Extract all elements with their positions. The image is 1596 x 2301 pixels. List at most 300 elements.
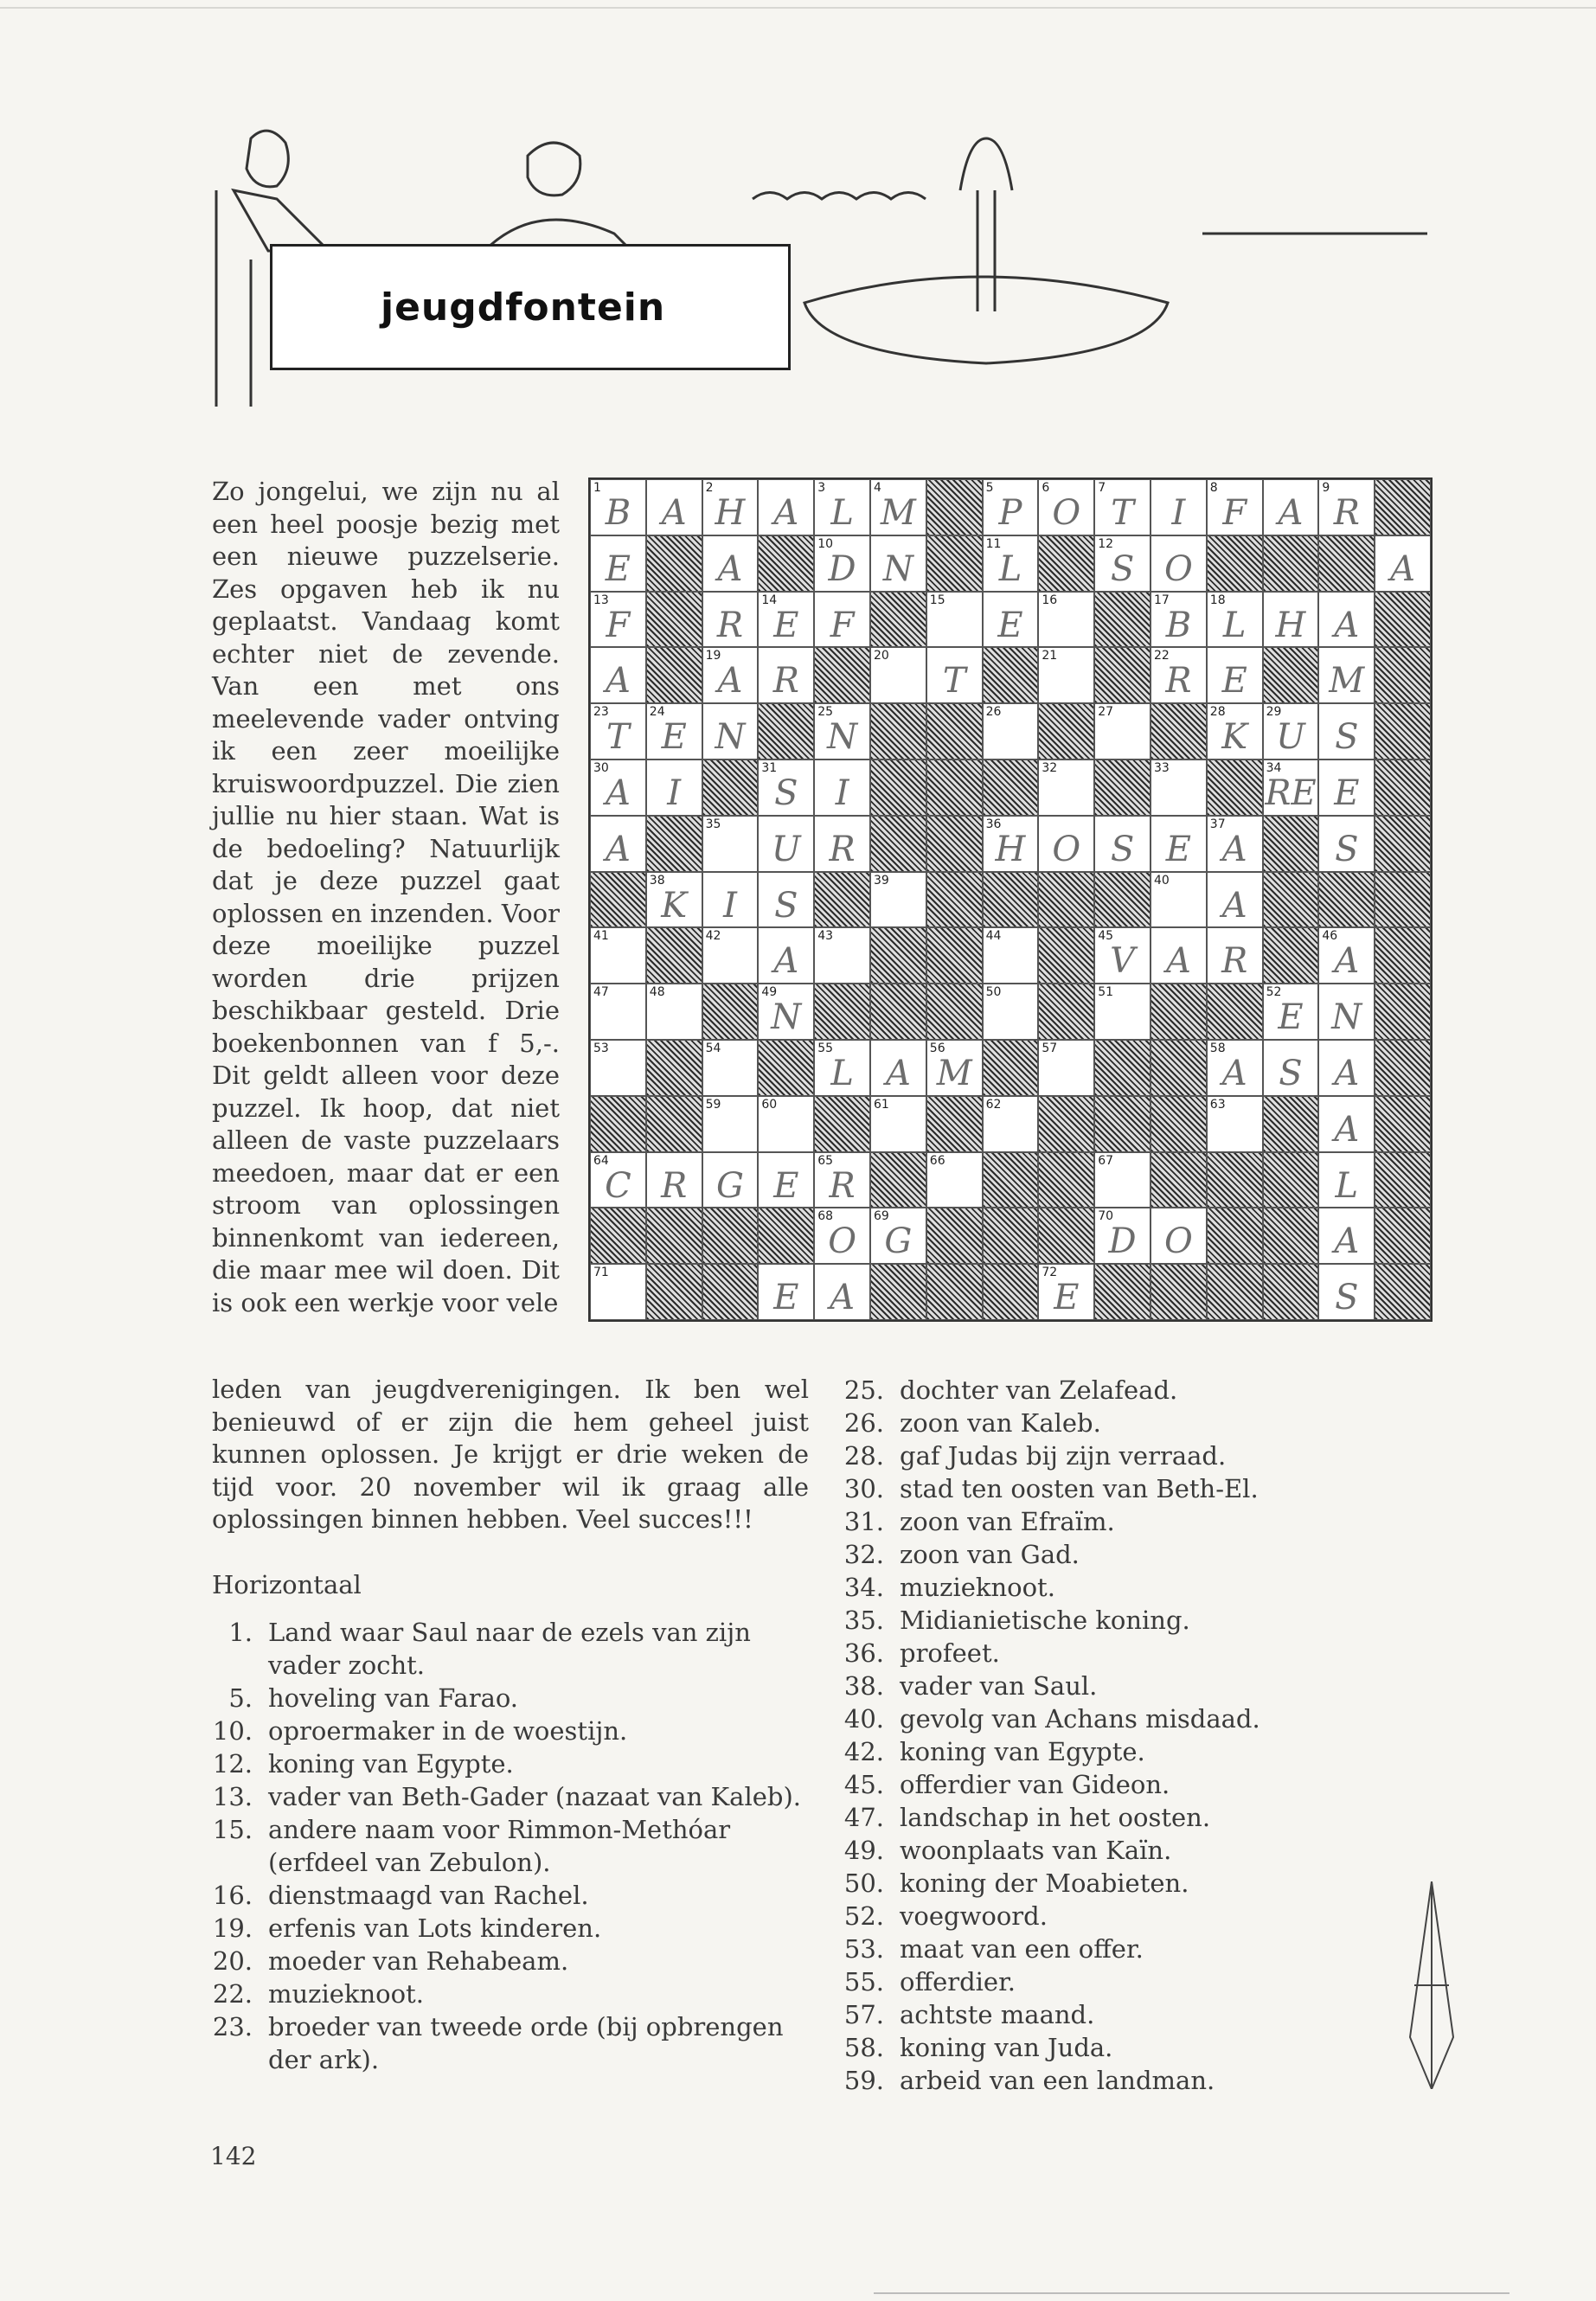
grid-cell[interactable] xyxy=(590,647,646,703)
grid-block xyxy=(1038,1096,1094,1152)
grid-cell[interactable] xyxy=(1207,592,1263,648)
grid-cell[interactable] xyxy=(983,816,1039,872)
clue-index: 42. xyxy=(843,1737,884,1766)
grid-cell[interactable] xyxy=(814,927,870,984)
grid-cell[interactable] xyxy=(983,592,1039,648)
grid-cell[interactable] xyxy=(702,647,759,703)
clue-text: zoon van Efraïm. xyxy=(900,1507,1115,1536)
grid-cell[interactable] xyxy=(870,479,926,535)
grid-cell[interactable] xyxy=(1094,816,1151,872)
grid-cell[interactable] xyxy=(590,535,646,592)
grid-cell[interactable] xyxy=(1207,647,1263,703)
grid-cell[interactable] xyxy=(1263,984,1319,1040)
grid-cell[interactable] xyxy=(758,479,814,535)
clue-item xyxy=(199,1616,813,1682)
clue-item xyxy=(199,1879,813,1912)
grid-block xyxy=(1375,703,1431,760)
grid-block xyxy=(1375,872,1431,928)
clue-number: 33 xyxy=(1154,761,1170,775)
clue-item xyxy=(830,1571,1436,1604)
grid-cell[interactable] xyxy=(1318,703,1375,760)
grid-block xyxy=(1038,1208,1094,1264)
clue-item xyxy=(830,1801,1436,1834)
clue-number: 21 xyxy=(1042,649,1058,663)
grid-cell[interactable] xyxy=(870,1040,926,1096)
grid-block xyxy=(983,1152,1039,1208)
grid-cell[interactable] xyxy=(702,592,759,648)
grid-cell[interactable] xyxy=(1038,592,1094,648)
grid-block xyxy=(926,984,983,1040)
grid-block xyxy=(1038,927,1094,984)
grid-cell[interactable] xyxy=(758,1096,814,1152)
grid-cell[interactable] xyxy=(1151,1208,1207,1264)
clue-index: 36. xyxy=(843,1638,884,1668)
clue-text: vader van Saul. xyxy=(900,1671,1098,1701)
clue-text: hoveling van Farao. xyxy=(268,1683,519,1713)
grid-cell[interactable] xyxy=(1038,647,1094,703)
grid-block xyxy=(646,535,702,592)
clue-item xyxy=(830,1834,1436,1867)
clue-number: 36 xyxy=(985,817,1002,831)
handwritten-letter: A xyxy=(1221,1054,1247,1093)
handwritten-letter: O xyxy=(828,1221,856,1262)
handwritten-letter: A xyxy=(661,493,687,533)
grid-cell[interactable] xyxy=(983,703,1039,760)
clue-number: 28 xyxy=(1209,705,1226,720)
grid-cell[interactable] xyxy=(1318,1264,1375,1320)
grid-block xyxy=(926,479,983,535)
clue-text: dochter van Zelafead. xyxy=(900,1375,1178,1405)
handwritten-letter: A xyxy=(1334,605,1360,645)
grid-cell[interactable] xyxy=(1207,872,1263,928)
grid-block xyxy=(1375,984,1431,1040)
handwritten-letter: R xyxy=(1221,941,1248,982)
handwritten-letter: N xyxy=(771,997,802,1038)
grid-cell[interactable] xyxy=(702,1152,759,1208)
handwritten-letter: N xyxy=(715,717,746,758)
clue-number: 8 xyxy=(1209,481,1218,495)
grid-cell[interactable] xyxy=(814,1040,870,1096)
page-title: jeugdfontein xyxy=(381,285,666,330)
clue-number: 27 xyxy=(1098,705,1114,720)
clue-number: 32 xyxy=(1042,761,1058,775)
grid-cell[interactable] xyxy=(1263,703,1319,760)
grid-cell[interactable] xyxy=(758,1152,814,1208)
clue-number: 50 xyxy=(985,985,1002,1000)
handwritten-letter: T xyxy=(606,717,630,758)
clue-number: 5 xyxy=(985,481,994,495)
grid-block xyxy=(1375,592,1431,648)
handwritten-letter: I xyxy=(723,885,737,926)
grid-cell[interactable] xyxy=(590,1152,646,1208)
grid-cell[interactable] xyxy=(702,1040,759,1096)
grid-cell[interactable] xyxy=(1151,647,1207,703)
grid-block xyxy=(1263,816,1319,872)
grid-cell[interactable] xyxy=(1318,1208,1375,1264)
clue-text: andere naam voor Rimmon-Methóar (erfdeel van Zebulon). xyxy=(268,1815,731,1877)
grid-cell[interactable] xyxy=(1263,1040,1319,1096)
clue-item xyxy=(199,1715,813,1747)
grid-cell[interactable] xyxy=(702,535,759,592)
grid-cell[interactable] xyxy=(758,647,814,703)
handwritten-letter: E xyxy=(1165,829,1191,869)
clue-number: 67 xyxy=(1098,1153,1114,1168)
grid-cell[interactable] xyxy=(983,927,1039,984)
clue-number: 19 xyxy=(705,649,721,663)
grid-block xyxy=(1375,1152,1431,1208)
grid-cell[interactable] xyxy=(814,1264,870,1320)
clue-index: 49. xyxy=(843,1836,884,1865)
clue-number: 3 xyxy=(817,481,826,495)
clue-number: 10 xyxy=(817,536,834,551)
grid-block xyxy=(926,1264,983,1320)
clue-number: 24 xyxy=(649,705,665,720)
grid-cell[interactable] xyxy=(814,592,870,648)
grid-block xyxy=(1094,872,1151,928)
grid-cell[interactable] xyxy=(1094,479,1151,535)
handwritten-letter: R xyxy=(829,1165,856,1206)
clue-index: 28. xyxy=(843,1441,884,1471)
grid-block xyxy=(646,592,702,648)
clue-index: 47. xyxy=(843,1803,884,1832)
grid-block xyxy=(983,760,1039,816)
grid-cell[interactable] xyxy=(870,1096,926,1152)
clue-index: 40. xyxy=(843,1704,884,1734)
grid-cell[interactable] xyxy=(702,816,759,872)
grid-cell[interactable] xyxy=(1207,479,1263,535)
grid-cell[interactable] xyxy=(758,592,814,648)
handwritten-letter: T xyxy=(942,661,966,702)
grid-cell[interactable] xyxy=(1318,816,1375,872)
grid-block xyxy=(1375,1040,1431,1096)
clue-number: 40 xyxy=(1154,873,1170,888)
grid-block xyxy=(1207,1264,1263,1320)
clue-text: koning van Egypte. xyxy=(268,1749,514,1779)
grid-block xyxy=(1094,1264,1151,1320)
clue-number: 71 xyxy=(593,1266,609,1280)
handwritten-letter: O xyxy=(1164,548,1193,589)
clue-text: koning der Moabieten. xyxy=(900,1868,1189,1898)
grid-cell[interactable] xyxy=(983,535,1039,592)
grid-cell[interactable] xyxy=(926,647,983,703)
grid-cell[interactable] xyxy=(646,479,702,535)
grid-cell[interactable] xyxy=(590,1264,646,1320)
grid-cell[interactable] xyxy=(1094,1152,1151,1208)
grid-cell[interactable] xyxy=(1318,1040,1375,1096)
grid-cell[interactable] xyxy=(1151,479,1207,535)
grid-cell[interactable] xyxy=(1318,647,1375,703)
grid-cell[interactable] xyxy=(870,1208,926,1264)
clue-text: offerdier. xyxy=(900,1967,1016,1997)
grid-block xyxy=(1263,872,1319,928)
clue-text: erfenis van Lots kinderen. xyxy=(268,1913,602,1943)
grid-cell[interactable] xyxy=(983,1096,1039,1152)
clue-number: 68 xyxy=(817,1209,834,1224)
grid-cell[interactable] xyxy=(1038,479,1094,535)
grid-cell[interactable] xyxy=(590,703,646,760)
grid-cell[interactable] xyxy=(1094,535,1151,592)
grid-cell[interactable] xyxy=(590,760,646,816)
grid-block xyxy=(1263,1152,1319,1208)
top-rule xyxy=(0,7,1596,9)
grid-cell[interactable] xyxy=(1094,703,1151,760)
handwritten-letter: A xyxy=(1221,885,1247,926)
grid-cell[interactable] xyxy=(926,1040,983,1096)
grid-block xyxy=(1094,647,1151,703)
clue-item xyxy=(830,1439,1436,1472)
grid-block xyxy=(1263,1096,1319,1152)
grid-block xyxy=(1207,984,1263,1040)
grid-cell[interactable] xyxy=(702,703,759,760)
grid-cell[interactable] xyxy=(1263,760,1319,816)
grid-cell[interactable] xyxy=(590,984,646,1040)
clue-item xyxy=(830,1538,1436,1571)
grid-block xyxy=(870,816,926,872)
clue-text: gevolg van Achans misdaad. xyxy=(900,1704,1260,1734)
intro-paragraph-2: leden van jeugdverenigingen. Ik ben wel benieuwd of er zijn die hem geheel juist kunnen oplossen. Je krijgt er drie weken de tijd voor. 20 november wil ik graag alle oplossingen binnen hebben. Veel succes!!! xyxy=(212,1375,809,1534)
handwritten-letter: L xyxy=(830,493,854,533)
grid-cell[interactable] xyxy=(646,703,702,760)
handwritten-letter: M xyxy=(880,493,916,533)
grid-block xyxy=(1207,1152,1263,1208)
handwritten-letter: A xyxy=(605,829,631,869)
handwritten-letter: A xyxy=(1221,829,1247,869)
grid-block xyxy=(1263,1264,1319,1320)
grid-block xyxy=(1375,1264,1431,1320)
clue-number: 61 xyxy=(874,1097,889,1112)
clue-number: 14 xyxy=(761,593,778,607)
grid-cell[interactable] xyxy=(758,760,814,816)
grid-cell[interactable] xyxy=(590,816,646,872)
grid-block xyxy=(870,1264,926,1320)
grid-cell[interactable] xyxy=(814,816,870,872)
grid-cell[interactable] xyxy=(590,592,646,648)
grid-cell[interactable] xyxy=(1038,1264,1094,1320)
grid-block xyxy=(1263,647,1319,703)
grid-cell[interactable] xyxy=(1151,592,1207,648)
clue-number: 43 xyxy=(817,929,834,944)
clue-number: 22 xyxy=(1154,649,1170,663)
grid-block xyxy=(983,1208,1039,1264)
grid-block xyxy=(1207,760,1263,816)
grid-cell[interactable] xyxy=(1151,927,1207,984)
handwritten-letter: B xyxy=(1165,605,1192,645)
grid-block xyxy=(646,816,702,872)
grid-cell[interactable] xyxy=(1318,760,1375,816)
clue-number: 66 xyxy=(929,1153,945,1168)
grid-cell[interactable] xyxy=(758,816,814,872)
handwritten-letter: N xyxy=(882,548,913,589)
grid-cell[interactable] xyxy=(1318,1152,1375,1208)
handwritten-letter: E xyxy=(773,1165,799,1206)
handwritten-letter: E xyxy=(1221,661,1247,702)
grid-cell[interactable] xyxy=(870,647,926,703)
handwritten-letter: U xyxy=(771,829,801,869)
clue-index: 16. xyxy=(212,1881,253,1910)
grid-cell[interactable] xyxy=(1318,592,1375,648)
grid-cell[interactable] xyxy=(870,535,926,592)
clue-item xyxy=(830,1900,1436,1932)
handwritten-letter: S xyxy=(1335,717,1359,758)
clue-number: 2 xyxy=(705,481,714,495)
clue-index: 25. xyxy=(843,1375,884,1405)
clue-text: Midianietische koning. xyxy=(900,1606,1190,1635)
grid-block xyxy=(926,1096,983,1152)
clue-index: 52. xyxy=(843,1901,884,1931)
clue-number: 37 xyxy=(1209,817,1226,831)
grid-block xyxy=(646,1040,702,1096)
grid-cell[interactable] xyxy=(702,1096,759,1152)
grid-cell[interactable] xyxy=(814,479,870,535)
clue-number: 59 xyxy=(705,1097,721,1112)
grid-cell[interactable] xyxy=(590,1040,646,1096)
handwritten-letter: N xyxy=(827,717,858,758)
grid-cell[interactable] xyxy=(983,479,1039,535)
handwritten-letter: E xyxy=(605,548,631,589)
clue-number: 48 xyxy=(649,985,665,1000)
handwritten-letter: A xyxy=(773,941,799,982)
clue-index: 38. xyxy=(843,1671,884,1701)
grid-block xyxy=(646,647,702,703)
grid-cell[interactable] xyxy=(814,703,870,760)
handwritten-letter: A xyxy=(717,661,743,702)
grid-block xyxy=(1375,479,1431,535)
grid-cell[interactable] xyxy=(1207,927,1263,984)
grid-block xyxy=(1151,1040,1207,1096)
clue-item xyxy=(830,1505,1436,1538)
grid-cell[interactable] xyxy=(646,872,702,928)
grid-cell[interactable] xyxy=(926,1152,983,1208)
grid-block xyxy=(646,1096,702,1152)
clue-text: zoon van Kaleb. xyxy=(900,1408,1101,1438)
grid-cell[interactable] xyxy=(1151,760,1207,816)
grid-block xyxy=(1375,1208,1431,1264)
grid-cell[interactable] xyxy=(646,1152,702,1208)
clue-number: 31 xyxy=(761,761,778,775)
clue-index: 23. xyxy=(212,2012,253,2041)
grid-cell[interactable] xyxy=(814,1208,870,1264)
grid-block xyxy=(590,1208,646,1264)
clue-number: 47 xyxy=(593,985,609,1000)
grid-cell[interactable] xyxy=(702,872,759,928)
clue-text: maat van een offer. xyxy=(900,1934,1144,1964)
clue-number: 11 xyxy=(985,536,1002,551)
handwritten-letter: R xyxy=(1333,493,1360,533)
grid-cell[interactable] xyxy=(1318,984,1375,1040)
grid-cell[interactable] xyxy=(1207,703,1263,760)
grid-cell[interactable] xyxy=(758,927,814,984)
clue-number: 1 xyxy=(593,481,601,495)
grid-cell[interactable] xyxy=(646,760,702,816)
grid-cell[interactable] xyxy=(926,592,983,648)
clue-item xyxy=(830,1407,1436,1439)
grid-cell[interactable] xyxy=(814,1152,870,1208)
grid-block xyxy=(702,760,759,816)
grid-block xyxy=(1151,1264,1207,1320)
clue-text: moeder van Rehabeam. xyxy=(268,1946,569,1976)
handwritten-letter: A xyxy=(885,1054,911,1093)
grid-cell[interactable] xyxy=(590,479,646,535)
grid-cell[interactable] xyxy=(814,760,870,816)
grid-cell[interactable] xyxy=(1151,872,1207,928)
intro-paragraph-1: Zo jongelui, we zijn nu al een heel poosje bezig met een nieuwe puzzelserie. Zes opgaven heb ik nu geplaatst. Vandaag komt echter niet de zevende. Van een met ons meelevende vader ontving ik een zeer moeilijke kruiswoordpuzzel. Die zien jullie nu hier staan. Wat is de bedoeling? Natuurlijk dat je deze puzzel gaat oplossen en inzenden. Voor deze moeilijke puzzel worden drie prijzen beschikbaar gesteld. Drie boekenbonnen van f 5,-. Dit geldt alleen voor deze puzzel. Ik hoop, dat niet alleen de vaste puzzelaars meedoen, maar dat er een stroom van oplossingen binnenkomt van iedereen, die maar mee wil doen. Dit is ook een werkje voor vele xyxy=(212,477,560,1317)
clue-item xyxy=(199,1747,813,1780)
grid-cell[interactable] xyxy=(814,535,870,592)
grid-cell[interactable] xyxy=(1207,816,1263,872)
handwritten-letter: A xyxy=(1334,1221,1360,1262)
grid-block xyxy=(926,703,983,760)
clue-number: 44 xyxy=(985,929,1002,944)
clue-number: 64 xyxy=(593,1153,609,1168)
handwritten-letter: H xyxy=(995,829,1026,869)
clue-item xyxy=(830,1374,1436,1407)
clue-index: 57. xyxy=(843,2000,884,2029)
handwritten-letter: S xyxy=(1335,829,1359,869)
clue-index: 5. xyxy=(228,1683,253,1713)
clue-number: 63 xyxy=(1209,1097,1226,1112)
grid-block xyxy=(814,984,870,1040)
grid-cell[interactable] xyxy=(758,872,814,928)
grid-cell[interactable] xyxy=(870,872,926,928)
clue-item xyxy=(199,1682,813,1715)
grid-cell[interactable] xyxy=(1207,1040,1263,1096)
grid-cell[interactable] xyxy=(983,984,1039,1040)
horizontal-heading: Horizontaal xyxy=(212,1570,362,1599)
grid-cell[interactable] xyxy=(1318,479,1375,535)
handwritten-letter: A xyxy=(1334,941,1360,982)
grid-cell[interactable] xyxy=(1207,1096,1263,1152)
grid-block xyxy=(926,1208,983,1264)
grid-cell[interactable] xyxy=(702,479,759,535)
clue-index: 13. xyxy=(212,1782,253,1811)
handwritten-letter: L xyxy=(1222,605,1247,645)
grid-cell[interactable] xyxy=(1318,1096,1375,1152)
grid-cell[interactable] xyxy=(1318,927,1375,984)
grid-cell[interactable] xyxy=(1094,927,1151,984)
grid-cell[interactable] xyxy=(1375,535,1431,592)
grid-cell[interactable] xyxy=(1094,1208,1151,1264)
grid-cell[interactable] xyxy=(1263,592,1319,648)
grid-cell[interactable] xyxy=(702,927,759,984)
grid-cell[interactable] xyxy=(590,927,646,984)
clue-index: 55. xyxy=(843,1967,884,1997)
clue-number: 55 xyxy=(817,1042,834,1055)
clue-index: 35. xyxy=(843,1606,884,1635)
grid-cell[interactable] xyxy=(758,984,814,1040)
grid-cell[interactable] xyxy=(1038,816,1094,872)
grid-cell[interactable] xyxy=(1263,479,1319,535)
grid-block xyxy=(926,760,983,816)
grid-block xyxy=(646,1208,702,1264)
handwritten-letter: A xyxy=(717,548,743,589)
clue-number: 53 xyxy=(593,1042,609,1055)
grid-cell[interactable] xyxy=(1038,1040,1094,1096)
grid-cell[interactable] xyxy=(1094,984,1151,1040)
handwritten-letter: I xyxy=(1171,493,1186,533)
grid-cell[interactable] xyxy=(758,1264,814,1320)
clue-number: 18 xyxy=(1209,593,1226,607)
clue-index: 1. xyxy=(228,1618,253,1647)
handwritten-letter: K xyxy=(661,885,688,926)
grid-block xyxy=(646,927,702,984)
clue-list-right xyxy=(830,1374,1436,2097)
grid-cell[interactable] xyxy=(1151,816,1207,872)
grid-cell[interactable] xyxy=(1151,535,1207,592)
clue-index: 20. xyxy=(212,1946,253,1976)
grid-cell[interactable] xyxy=(646,984,702,1040)
handwritten-letter: G xyxy=(716,1165,744,1206)
grid-cell[interactable] xyxy=(1038,760,1094,816)
